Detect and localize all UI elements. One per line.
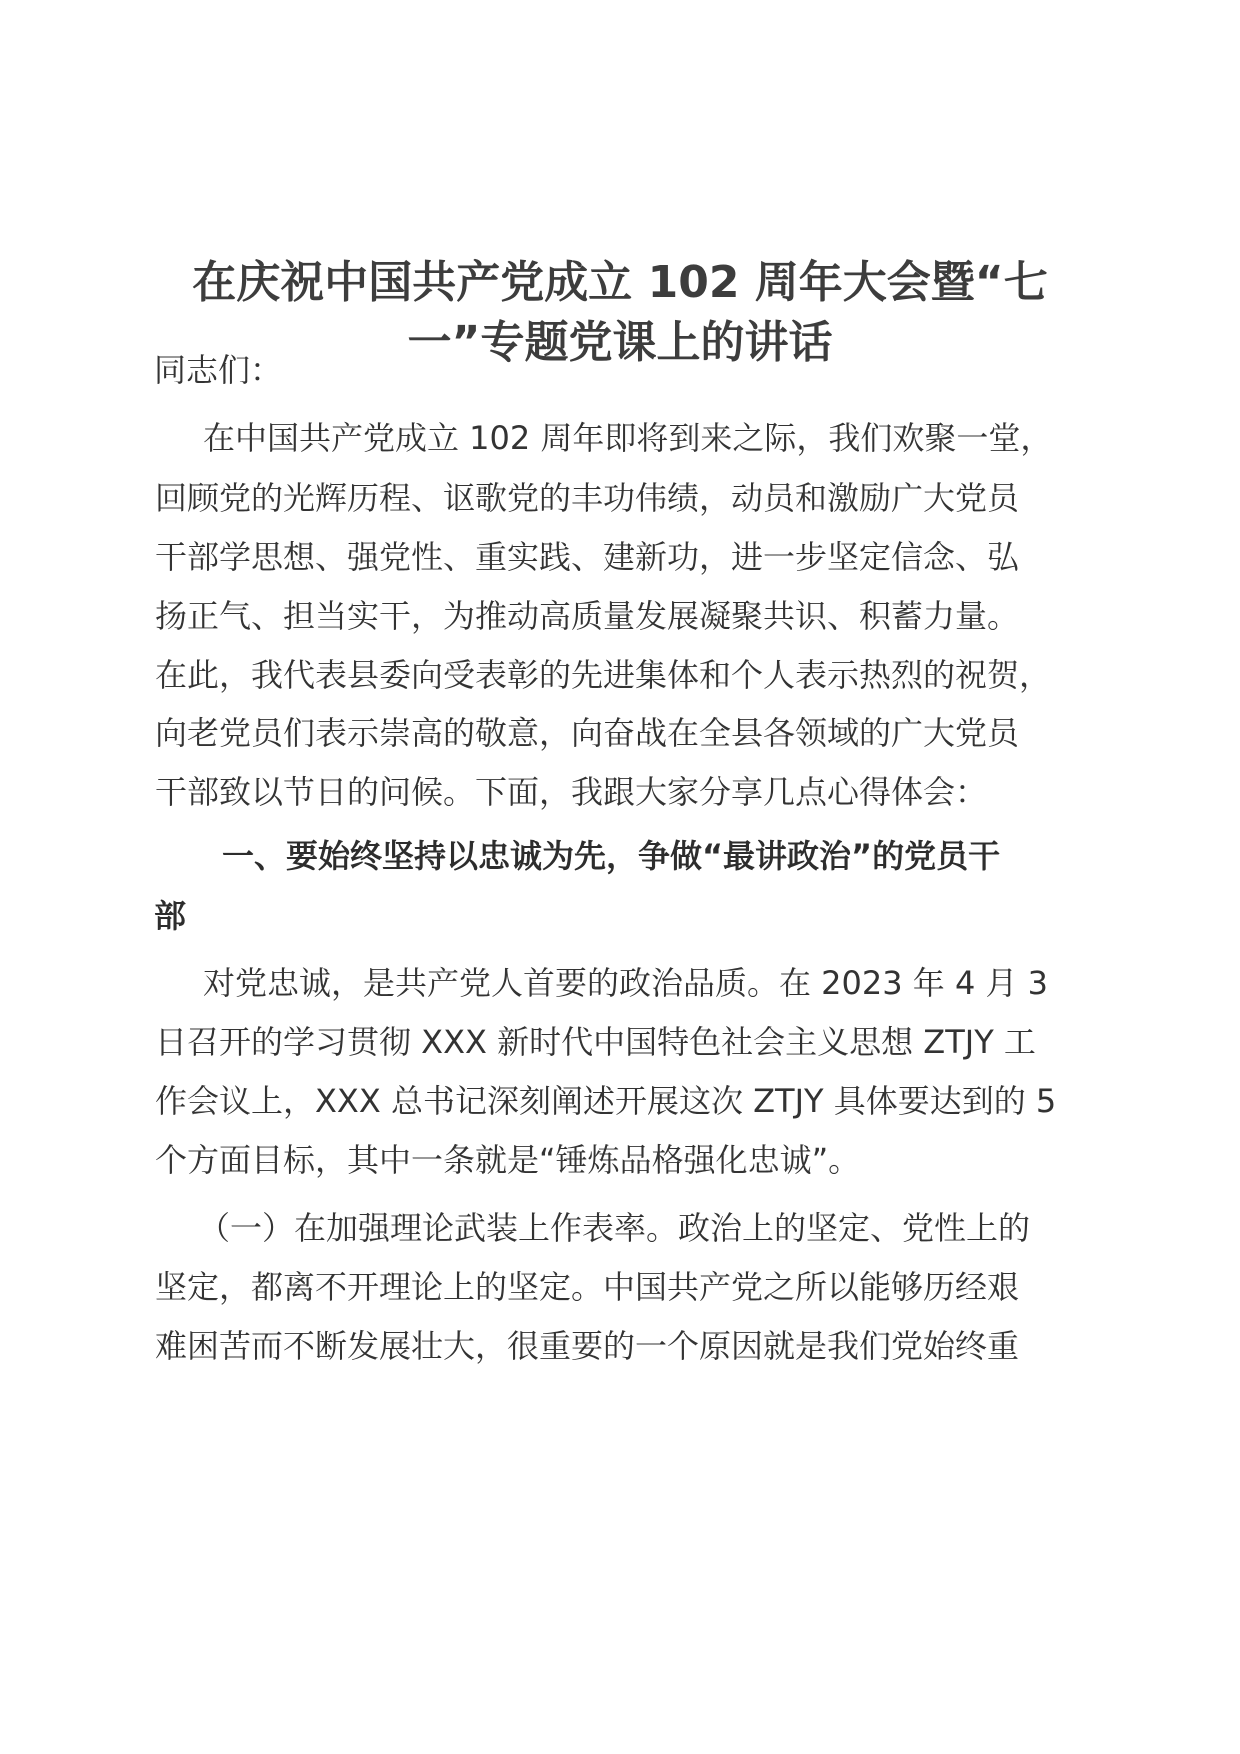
section-1-heading-line-2: 部 bbox=[154, 897, 187, 935]
paragraph-3-line: 坚定，都离不开理论上的坚定。中国共产党之所以能够历经艰 bbox=[155, 1268, 1020, 1306]
paragraph-3-line: （一）在加强理论武装上作表率。政治上的坚定、党性上的 bbox=[198, 1209, 1031, 1247]
section-1-heading-line-1: 一、要始终坚持以忠诚为先，争做“最讲政治”的党员干 bbox=[222, 837, 1001, 875]
document-title-line-2: 一”专题党课上的讲话 bbox=[407, 317, 833, 368]
salutation: 同志们： bbox=[154, 351, 283, 389]
paragraph-1-line: 在此，我代表县委向受表彰的先进集体和个人表示热烈的祝贺， bbox=[155, 656, 1052, 694]
paragraph-1-line: 干部学思想、强党性、重实践、建新功，进一步坚定信念、弘 bbox=[155, 538, 1020, 576]
paragraph-1-line: 向老党员们表示崇高的敬意，向奋战在全县各领域的广大党员 bbox=[155, 714, 1020, 752]
paragraph-1-line: 回顾党的光辉历程、讴歌党的丰功伟绩，动员和激励广大党员 bbox=[155, 479, 1020, 517]
paragraph-2-line: 个方面目标，其中一条就是“锤炼品格强化忠诚”。 bbox=[155, 1141, 861, 1179]
paragraph-1-line: 干部致以节日的问候。下面，我跟大家分享几点心得体会： bbox=[155, 773, 988, 811]
paragraph-1-line: 扬正气、担当实干，为推动高质量发展凝聚共识、积蓄力量。 bbox=[155, 597, 1020, 635]
paragraph-2-line: 对党忠诚，是共产党人首要的政治品质。在 2023 年 4 月 3 bbox=[203, 964, 1049, 1002]
paragraph-3-line: 难困苦而不断发展壮大，很重要的一个原因就是我们党始终重 bbox=[155, 1327, 1020, 1365]
paragraph-2-line: 作会议上，XXX 总书记深刻阐述开展这次 ZTJY 具体要达到的 5 bbox=[155, 1082, 1057, 1120]
paragraph-2-line: 日召开的学习贯彻 XXX 新时代中国特色社会主义思想 ZTJY 工 bbox=[155, 1023, 1036, 1061]
paragraph-1-line: 在中国共产党成立 102 周年即将到来之际，我们欢聚一堂， bbox=[203, 419, 1053, 457]
document-title-line-1: 在庆祝中国共产党成立 102 周年大会暨“七 bbox=[192, 257, 1048, 308]
